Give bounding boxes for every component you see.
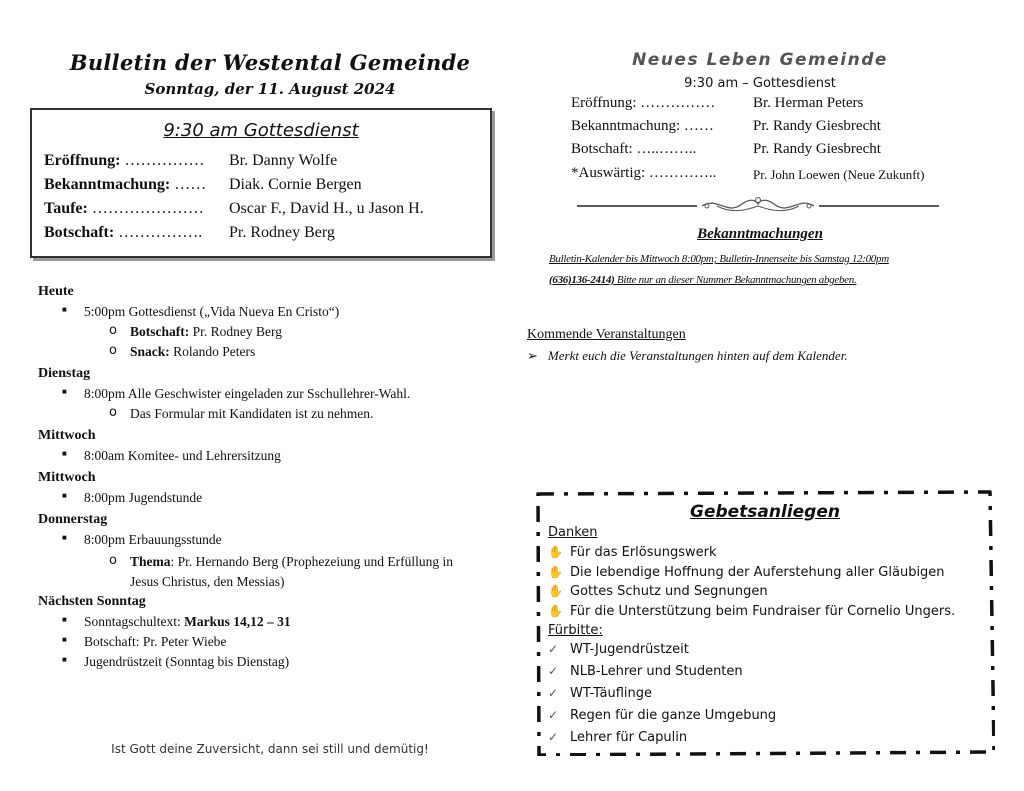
intercession-item [548,664,743,679]
day-heading: Dienstag [38,366,91,381]
intercession-item-text: Lehrer für Capulin [570,730,688,745]
subitem-label: Thema [130,554,171,569]
row-value: Br. Danny Wolfe [229,152,338,169]
service-row [571,95,864,112]
schedule-item: ■ 8:00am Komitee- und Lehrersitzung [38,448,508,468]
thanks-item-text: Die lebendige Hoffnung der Auferstehung aller Gläubigen [570,565,945,580]
schedule-subitem [38,324,508,344]
checkmark-icon: ✓ [548,686,559,700]
arrow-bullet-icon: ➢ [527,349,538,364]
footer-quote: Ist Gott deine Zuversicht, dann sei still und demütig! [111,742,429,756]
schedule-item: ■ 8:00pm Alle Geschwister eingeladen zur Sschullehrer-Wahl. [38,386,508,406]
announcements-rest: Bitte nur an dieser Nummer Bekanntmachungen abgeben. [614,274,857,286]
bulletin-title: Bulletin der Westental Gemeinde [69,50,471,75]
schedule-subitem [38,552,480,592]
weekly-schedule [38,282,508,674]
row-value: Diak. Cornie Bergen [229,176,362,193]
praying-hands-icon: ✋ [548,545,563,559]
day-heading: Mittwoch [38,470,96,485]
checkmark-icon: ✓ [548,730,559,744]
ornament-divider [577,196,939,216]
events-item-text: Merkt euch die Veranstaltungen hinten auf dem Kalender. [547,348,848,363]
row-value: Oscar F., David H., u Jason H. [229,200,424,217]
intercession-item-text: WT-Jugendrüstzeit [570,642,689,657]
schedule-item: ■ 8:00pm Erbauungsstunde [38,532,508,552]
service-row [44,152,338,170]
day-heading: Heute [38,284,74,299]
subitem-value: : Pr. Hernando Berg (Prophezeiung und Erfüllung in Jesus Christus, den Messias) [130,554,453,589]
schedule-item: ■ 8:00pm Jugendstunde [38,490,508,510]
thanks-item [548,584,768,599]
row-label: Eröffnung: …………… [571,95,716,111]
intercession-item-text: WT-Täuflinge [570,686,653,701]
day-heading: Mittwoch [38,428,96,443]
thanks-item-text: Für die Unterstützung beim Fundraiser für Cornelio Ungers. [570,604,956,619]
intercession-item [548,708,776,723]
intercession-item-text: NLB-Lehrer und Studenten [570,664,743,679]
subitem-label: Snack: [130,344,170,359]
thanks-item [548,604,955,619]
intercession-item [548,642,689,657]
subitem-label: Botschaft: [130,324,190,339]
announcements-line: Bulletin-Kalender bis Mittwoch 8:00pm; Bulletin-Innenseite bis Samstag 12:00pm [549,253,889,265]
row-label: Bekanntmachung: …… [571,118,714,134]
intercession-item [548,730,687,745]
schedule-item: ■ Botschaft: Pr. Peter Wiebe [38,634,508,654]
row-label: Botschaft: [44,224,115,241]
row-value: Pr. Rodney Berg [229,224,335,241]
row-value: Pr. John Loewen (Neue Zukunft) [753,167,925,182]
service-row [44,224,335,242]
day-heading: Nächsten Sonntag [38,594,146,609]
item-label: Sonntagschultext: [84,614,185,629]
schedule-subitem [38,344,508,364]
service-row [571,141,881,158]
item-value: Markus 14,12 – 31 [184,614,291,629]
prayer-title: Gebetsanliegen [690,502,840,522]
announcements-phone: (636)136-2414) [549,274,615,286]
thanks-item-text: Gottes Schutz und Segnungen [570,584,768,599]
service-row [44,200,424,218]
row-dots: ……………. [118,224,203,241]
schedule-subitem: o Das Formular mit Kandidaten ist zu nehmen. [38,406,508,426]
intercession-item-text: Regen für die ganze Umgebung [570,708,777,723]
announcements-title: Bekanntmachungen [697,226,823,242]
events-item [527,348,848,364]
row-label: Bekanntmachung: [44,176,171,193]
thanks-heading: Danken [548,525,598,540]
service-heading: 9:30 am Gottesdienst [163,120,359,141]
row-dots: …… [174,176,207,193]
row-dots: …………… [124,152,205,169]
praying-hands-icon: ✋ [548,565,563,579]
service-box [30,108,492,258]
checkmark-icon: ✓ [548,664,559,678]
row-label: Taufe: [44,200,88,217]
schedule-item: ■ Jugendrüstzeit (Sonntag bis Dienstag) [38,654,508,674]
service-row [571,118,881,135]
row-value: Pr. Randy Giesbrecht [753,141,881,157]
schedule-item: ■ 5:00pm Gottesdienst („Vida Nueva En Cristo“) [38,304,508,324]
thanks-item-text: Für das Erlösungswerk [570,545,717,560]
service-row [44,176,362,194]
row-label: Eröffnung: [44,152,121,169]
row-dots: ………………… [91,200,204,217]
announcements-text [549,249,969,291]
bulletin-date: Sonntag, der 11. August 2024 [144,80,396,98]
announcements-line [549,270,969,291]
thanks-item [548,565,945,580]
intercession-heading: Fürbitte: [548,623,603,638]
schedule-item [38,614,508,634]
row-value: Pr. Randy Giesbrecht [753,118,881,134]
praying-hands-icon: ✋ [548,604,563,618]
thanks-item [548,545,717,560]
praying-hands-icon: ✋ [548,584,563,598]
row-label: *Auswärtig: ………….. [571,165,717,181]
intercession-item [548,686,652,701]
row-value: Br. Herman Peters [753,95,864,111]
subitem-value: Pr. Rodney Berg [189,324,283,339]
church-title: Neues Leben Gemeinde [632,50,888,70]
day-heading: Donnerstag [38,512,108,527]
service-row [571,165,925,182]
checkmark-icon: ✓ [548,642,559,656]
row-label: Botschaft: …..…….. [571,141,697,157]
subitem-value: Rolando Peters [169,344,256,359]
checkmark-icon: ✓ [548,708,559,722]
events-heading: Kommende Veranstaltungen [527,327,686,342]
service-time: 9:30 am – Gottesdienst [684,76,836,91]
